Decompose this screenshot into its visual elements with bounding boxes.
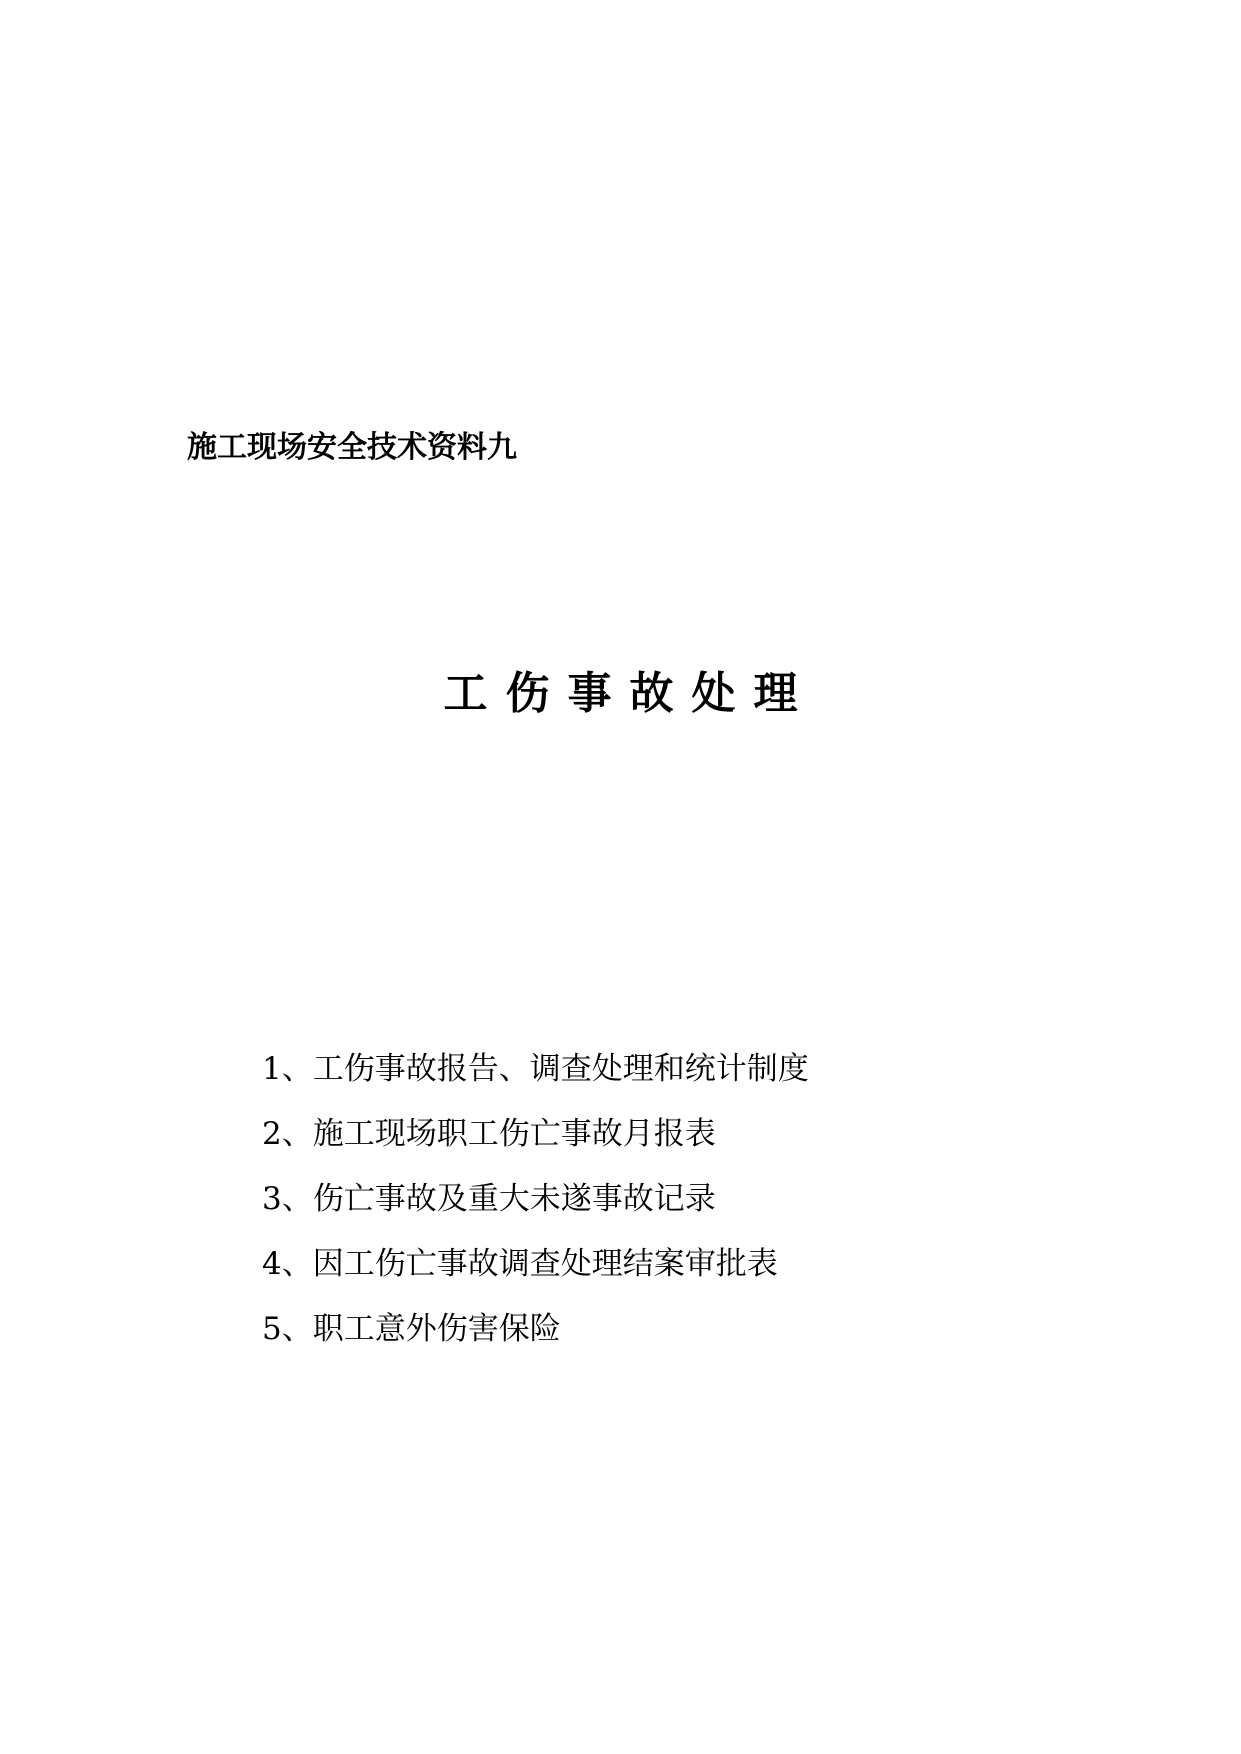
page-title: 工伤事故处理 xyxy=(443,668,816,719)
toc-item-5: 5、职工意外伤害保险 xyxy=(262,1311,561,1347)
toc-item-3: 3、伤亡事故及重大未遂事故记录 xyxy=(262,1181,716,1217)
toc-item-2: 2、施工现场职工伤亡事故月报表 xyxy=(262,1116,716,1152)
toc-item-4: 4、因工伤亡事故调查处理结案审批表 xyxy=(262,1246,778,1282)
toc-item-1: 1、工伤事故报告、调查处理和统计制度 xyxy=(262,1051,809,1087)
table-of-contents xyxy=(262,1037,809,1362)
series-title: 施工现场安全技术资料九 xyxy=(187,430,517,465)
